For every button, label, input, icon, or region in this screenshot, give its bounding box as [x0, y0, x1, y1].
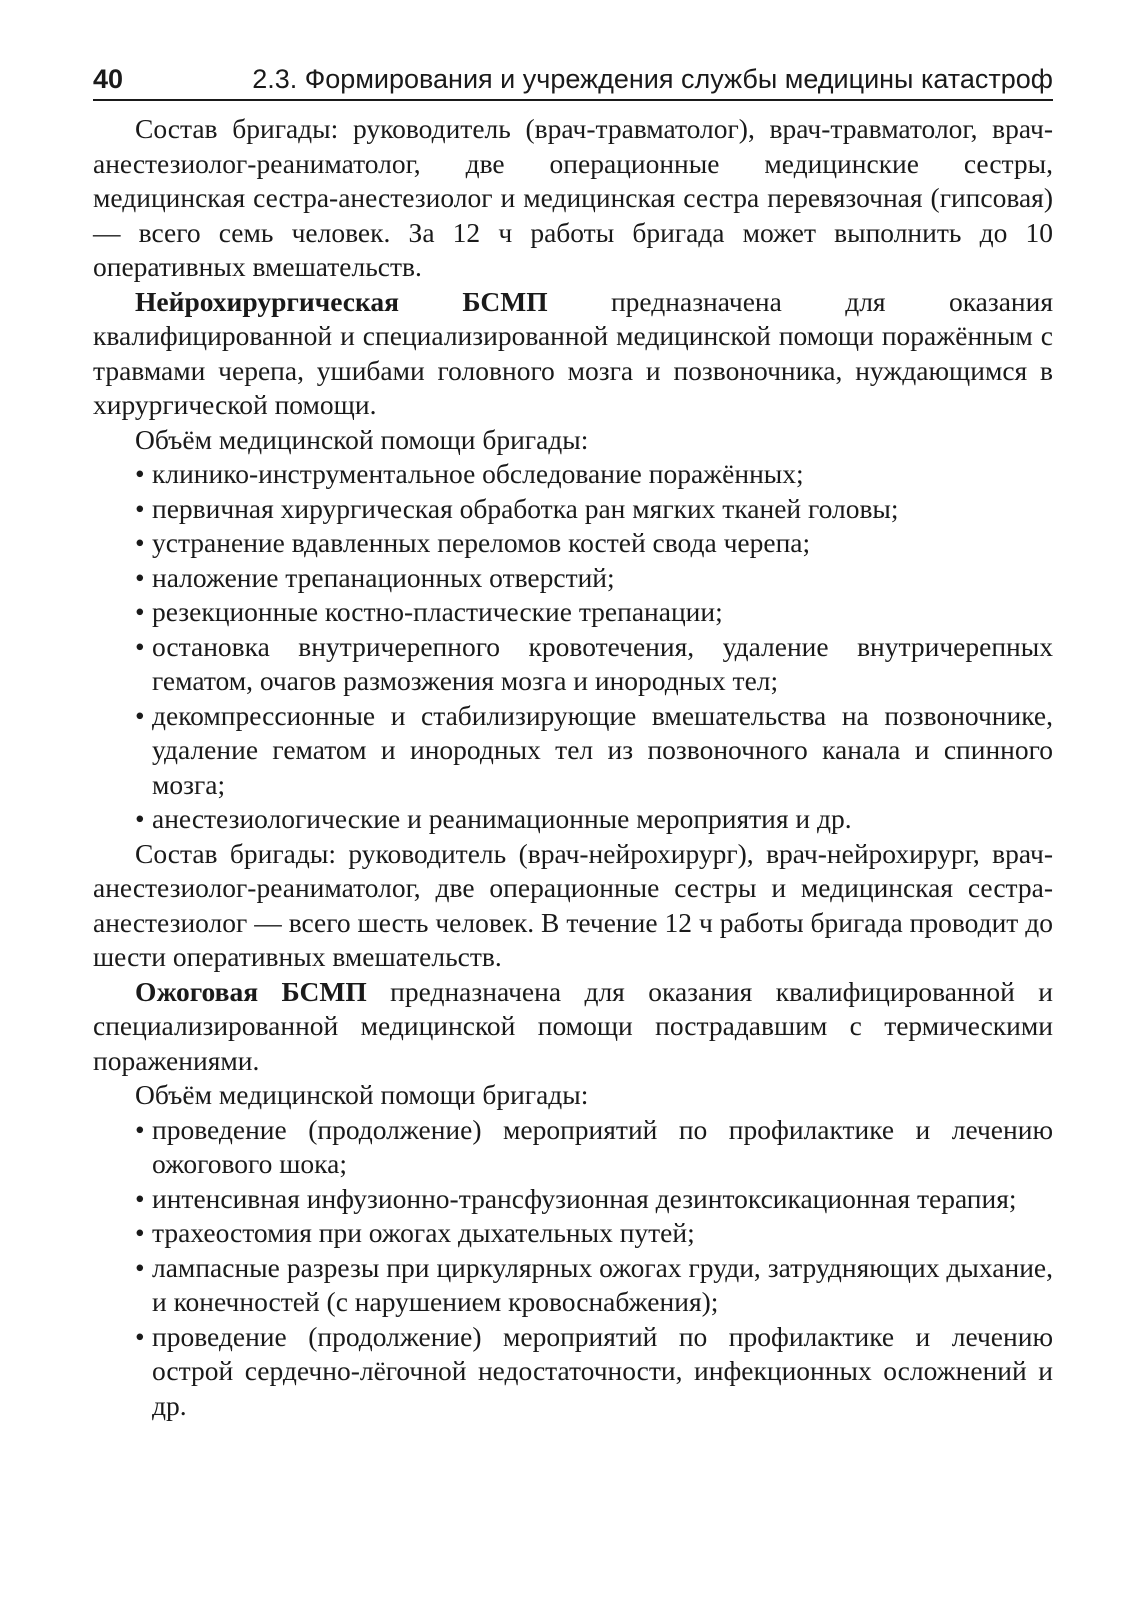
list-item: • проведение (продолжение) мероприятий по профилактике и лечению ожогового шока;: [135, 1113, 1053, 1179]
paragraph-neurosurgical-team: Нейрохирургическая БСМП предназначена для оказания квалифицированной и специализированной медицинской помощи поражённым с травмами черепа, ушибами головного мозга и позвоночника, нуждающимся в хирургической помощи.: [93, 285, 1053, 420]
bullet-icon: •: [135, 630, 145, 662]
list-item: • проведение (продолжение) мероприятий по профилактике и лечению острой сердечно-лёгочной недостаточности, инфекционных осложнений и др.: [135, 1320, 1053, 1421]
bullet-icon: •: [135, 1320, 145, 1352]
bullet-icon: •: [135, 596, 145, 627]
paragraph-neuro-team-composition: Состав бригады: руководитель (врач-нейрохирург), врач-нейрохирург, врач-анестезиолог-реаниматолог, две операционные сестры и медицинская сестра-анестезиолог — всего шесть человек. В течение 12 ч работы бригада проводит до шести оперативных вмешательств.: [93, 837, 1053, 972]
list-item: • резекционные костно-пластические трепанации;: [93, 595, 1053, 630]
bullet-icon: •: [135, 803, 145, 834]
list-item: • устранение вдавленных переломов костей свода черепа;: [93, 526, 1053, 561]
term-burn: Ожоговая БСМП: [135, 975, 367, 1007]
paragraph-trauma-team-composition: Состав бригады: руководитель (врач-травматолог), врач-травматолог, врач-анестезиолог-реаниматолог, две операционные медицинские сестры, медицинская сестра-анестезиолог и медицинская сестра перевязочная (гипсовая) — всего семь человек. За 12 ч работы бригада может выполнить до 10 оперативных вмешательств.: [93, 113, 1053, 282]
list-item: • наложение трепанационных отверстий;: [93, 561, 1053, 596]
neuro-scope-list: [93, 457, 1053, 837]
list-heading-burn: Объём медицинской помощи бригады:: [135, 1079, 589, 1110]
bullet-icon: •: [135, 492, 145, 524]
list-item: • первичная хирургическая обработка ран мягких тканей головы;: [93, 492, 1053, 527]
list-item: • интенсивная инфузионно-трансфузионная дезинтоксикационная терапия;: [93, 1182, 1053, 1217]
list-item: • анестезиологические и реанимационные мероприятия и др.: [93, 802, 1053, 837]
bullet-icon: •: [135, 561, 145, 593]
paragraph-burn-team: Ожоговая БСМП предназначена для оказания квалифицированной и специализированной медицинской помощи пострадавшим с термическими поражениями.: [93, 975, 1053, 1076]
list-item: • декомпрессионные и стабилизирующие вмешательства на позвоночнике, удаление гематом и инородных тел из позвоночного канала и спинного мозга;: [135, 699, 1053, 800]
bullet-icon: •: [135, 458, 145, 489]
term-neurosurgical: Нейрохирургическая БСМП: [135, 285, 548, 317]
bullet-icon: •: [135, 1251, 145, 1283]
bullet-icon: •: [135, 699, 145, 731]
body-text: [93, 112, 1053, 1423]
bullet-icon: •: [135, 1113, 145, 1145]
burn-scope-list: [93, 1113, 1053, 1424]
page-number: 40: [93, 64, 124, 94]
running-head: [93, 62, 1053, 101]
bullet-icon: •: [135, 527, 145, 558]
bullet-icon: •: [135, 1182, 145, 1214]
list-item: • лампасные разрезы при циркулярных ожогах груди, затрудняющих дыхание, и конечностей (с нарушением кровоснабжения);: [135, 1251, 1053, 1317]
running-title: 2.3. Формирования и учреждения службы медицины катастроф: [252, 64, 1053, 94]
list-heading-neuro: Объём медицинской помощи бригады:: [135, 423, 589, 455]
bullet-icon: •: [135, 1217, 145, 1248]
list-item: • клинико-инструментальное обследование поражённых;: [93, 457, 1053, 492]
book-page: [93, 62, 1053, 1423]
list-item: • остановка внутричерепного кровотечения, удаление внутричерепных гематом, очагов размозжения мозга и инородных тел;: [135, 630, 1053, 696]
list-item: • трахеостомия при ожогах дыхательных путей;: [93, 1216, 1053, 1251]
